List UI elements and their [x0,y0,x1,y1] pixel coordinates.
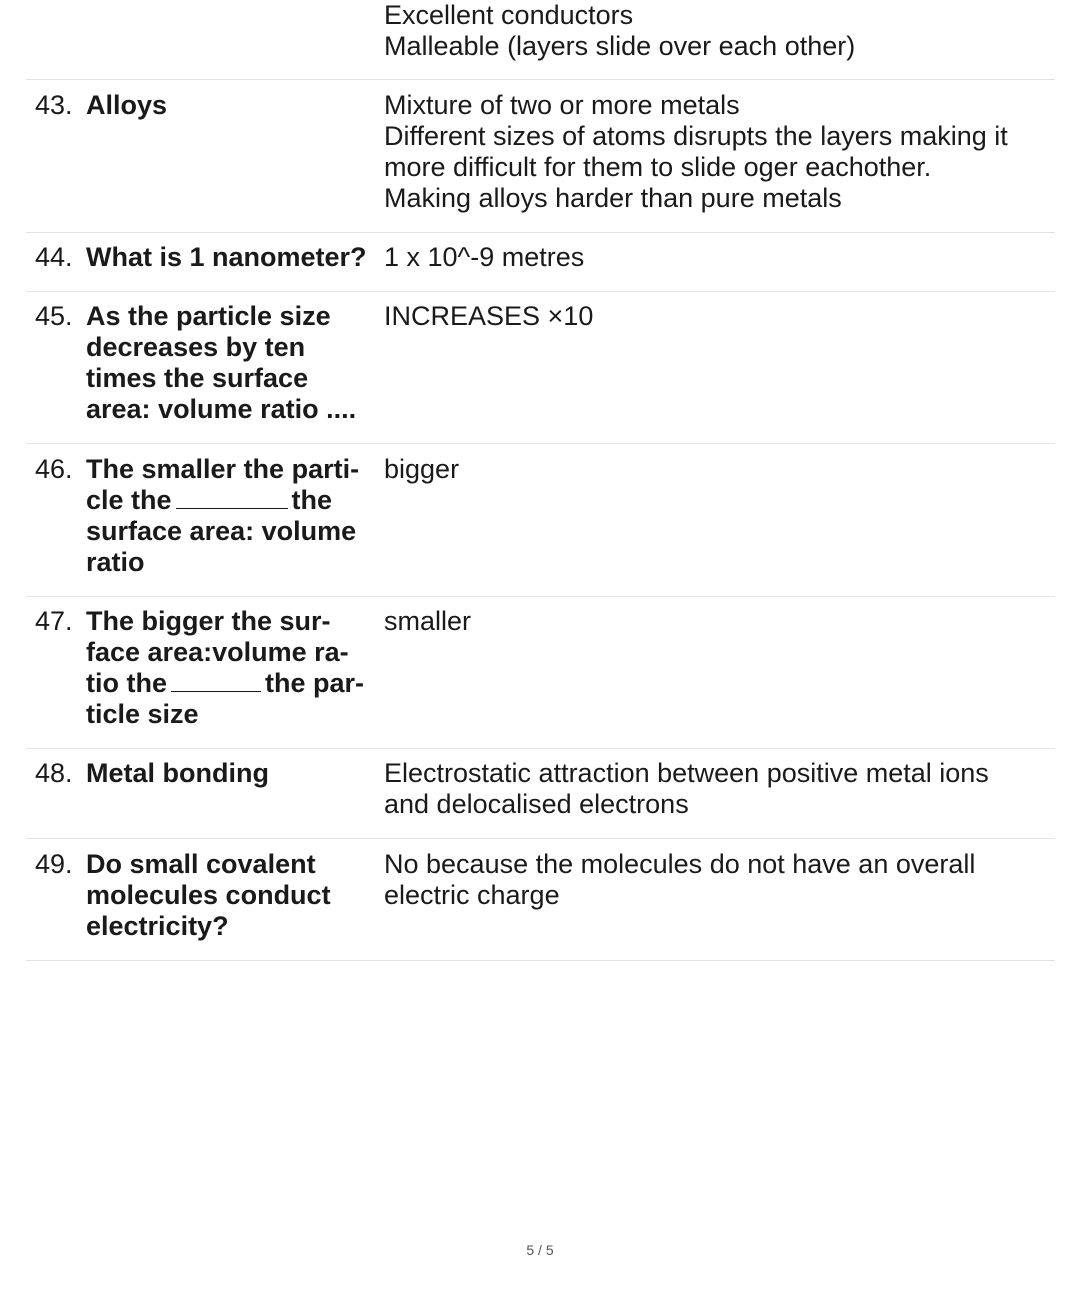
question-line: face area:volume ra- [86,637,349,667]
answer-line: bigger [384,454,460,484]
question-line: area: volume ratio .... [86,394,357,424]
answer-line: No because the molecules do not have an overall [384,849,976,879]
answer-line: Making alloys harder than pure metals [384,183,842,213]
question-line: Do small covalent [86,849,316,879]
question-line: surface area: volume [86,516,357,546]
row-divider [26,596,1055,597]
card-question [86,242,376,273]
question-line: ratio [86,547,145,577]
question-line: Metal bonding [86,758,269,788]
answer-line: electric charge [384,880,560,910]
answer-line: 1 x 10^-9 metres [384,242,585,272]
row-divider [26,960,1055,961]
question-line: ticle size [86,699,199,729]
answer-line: Mixture of two or more metals [384,90,740,120]
fill-in-blank [176,486,288,509]
card-number: 46. [35,454,73,484]
answer-line: and delocalised electrons [384,789,689,819]
answer-line: Excellent conductors [384,0,634,30]
row-divider [26,838,1055,839]
card-answer [384,606,1054,637]
card-answer [384,849,1054,911]
fill-in-blank [171,669,261,692]
card-number: 45. [35,301,73,331]
card-answer [384,454,1054,485]
card-question [86,606,376,730]
card-number: 47. [35,606,73,636]
question-line: electricity? [86,911,229,941]
previous-card-answer [384,0,1064,62]
answer-line: Different sizes of atoms disrupts the layers making it [384,121,1008,151]
question-fragment: the par- [265,668,365,698]
answer-line: Electrostatic attraction between positive metal ions [384,758,989,788]
card-question [86,90,376,121]
card-answer [384,242,1054,273]
question-fragment: cle the [86,485,172,515]
row-divider [26,79,1055,80]
card-number: 49. [35,849,73,879]
card-question [86,454,376,578]
question-line: decreases by ten [86,332,306,362]
question-line: molecules conduct [86,880,331,910]
answer-line: smaller [384,606,472,636]
card-question [86,301,376,425]
card-number: 48. [35,758,73,788]
row-divider [26,232,1055,233]
card-answer [384,301,1054,332]
card-number: 44. [35,242,73,272]
row-divider [26,443,1055,444]
answer-line: INCREASES ×10 [384,301,594,331]
row-divider [26,748,1055,749]
question-line: As the particle size [86,301,331,331]
question-line: The smaller the parti- [86,454,360,484]
question-line: times the surface [86,363,309,393]
card-question [86,758,376,789]
question-fragment: tio the [86,668,167,698]
card-question [86,849,376,942]
card-answer [384,90,1054,214]
question-line: The bigger the sur- [86,606,331,636]
question-line: Alloys [86,90,168,120]
page-indicator: 5 / 5 [526,1242,554,1258]
question-line-with-blank [86,668,376,699]
answer-line: Malleable (layers slide over each other) [384,31,856,61]
answer-line: more difficult for them to slide oger eachother. [384,152,932,182]
question-fragment: the [291,485,333,515]
row-divider [26,291,1055,292]
card-number: 43. [35,90,73,120]
question-line-with-blank [86,485,376,516]
question-line: What is 1 nanometer? [86,242,367,272]
card-answer [384,758,1054,820]
